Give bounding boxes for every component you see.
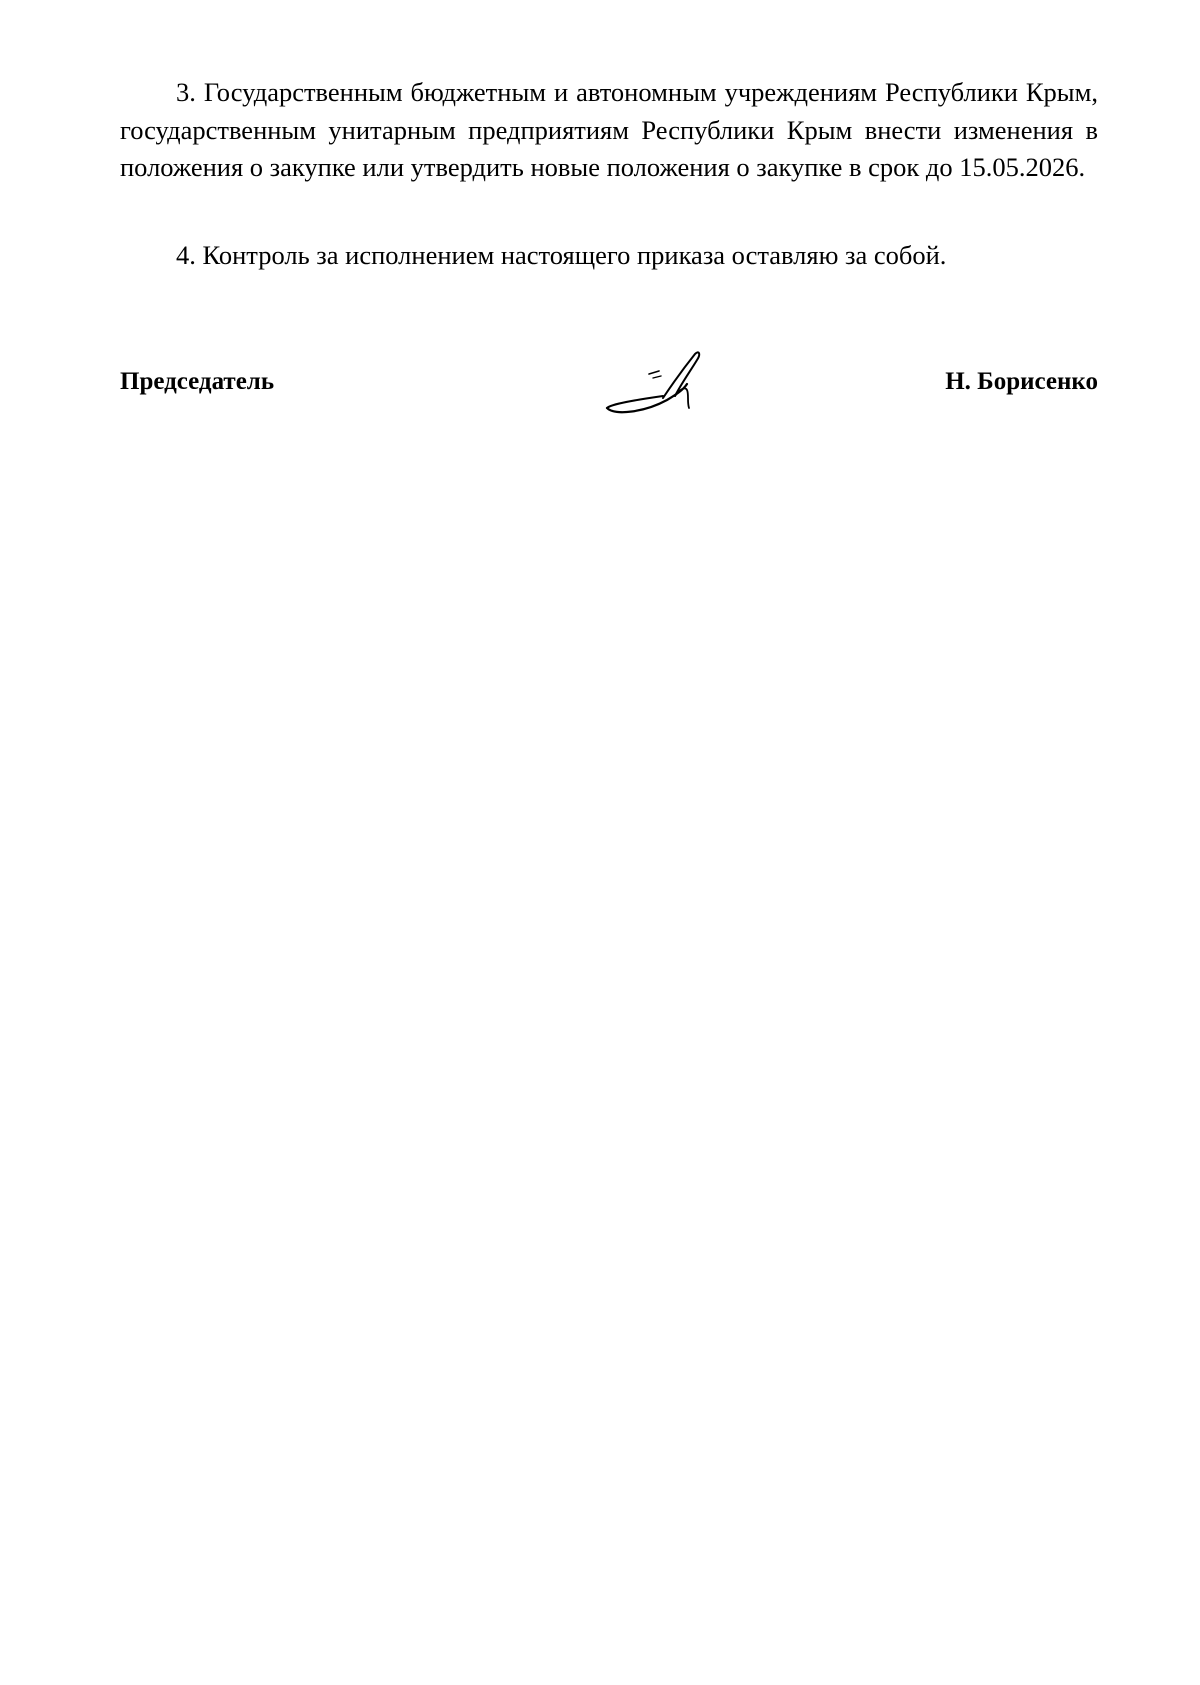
- position-title: Председатель: [120, 368, 275, 395]
- handwritten-signature-icon: [605, 350, 715, 420]
- signatory-name: Н. Борисенко: [945, 368, 1098, 395]
- paragraph-4: 4. Контроль за исполнением настоящего приказа оставляю за собой.: [176, 240, 947, 270]
- paragraph-3: 3. Государственным бюджетным и автономным учреждениям Республики Крым, государственным унитарным предприятиям Республики Крым внести изменения в положения о закупке или утвердить новые положения о закупке в срок до 15.05.2026.: [120, 77, 1098, 182]
